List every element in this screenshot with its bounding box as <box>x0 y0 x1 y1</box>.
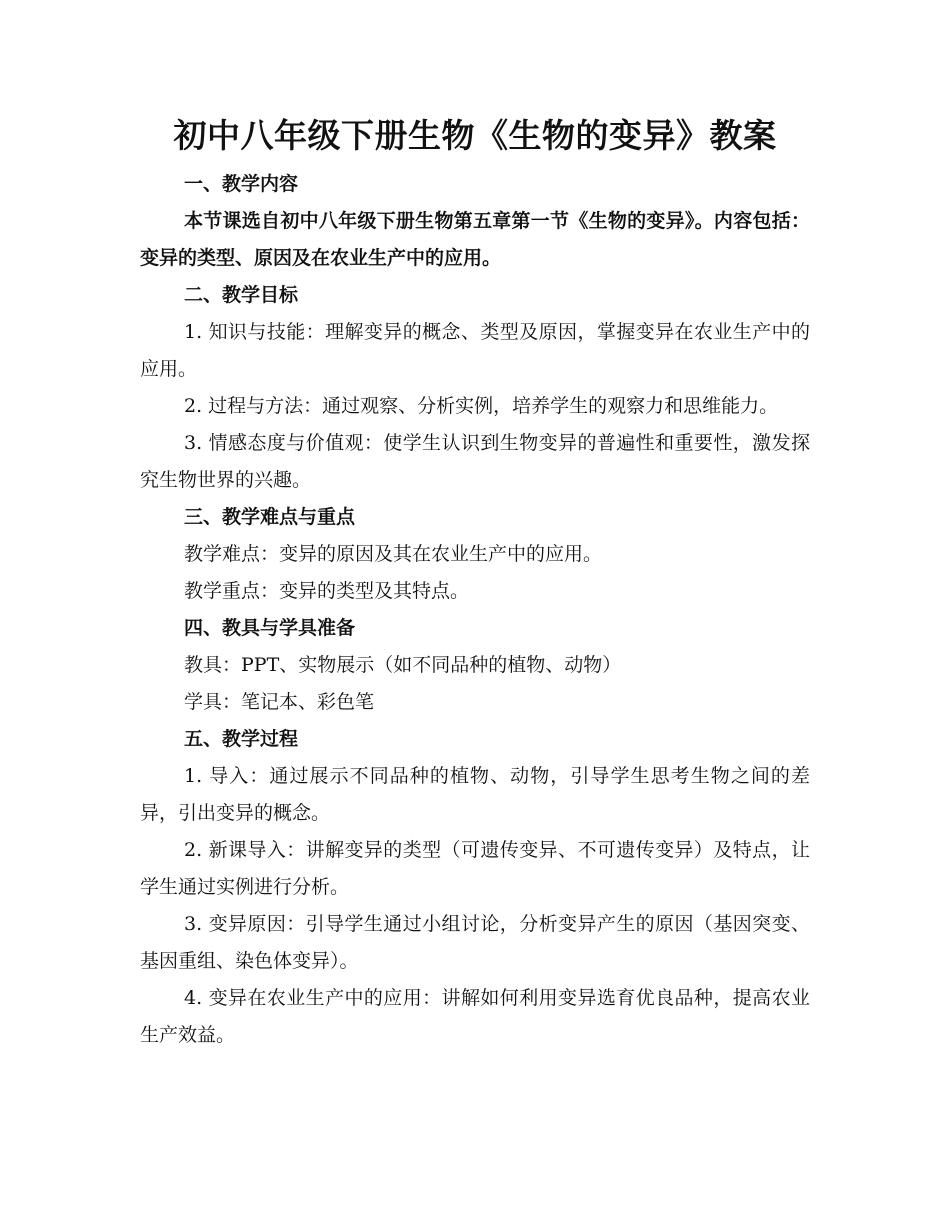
section-heading-content: 一、教学内容 <box>184 173 299 195</box>
student-tools-text: 学具：笔记本、彩色笔 <box>184 691 375 713</box>
key-point-text: 教学重点：变异的类型及其特点。 <box>184 580 470 602</box>
process-item: 1. 导入：通过展示不同品种的植物、动物，引导学生思考生物之间的差异，引出变异的概念。 <box>140 765 810 824</box>
objective-item: 3. 情感态度与价值观：使学生认识到生物变异的普遍性和重要性，激发探究生物世界的兴趣。 <box>140 432 810 491</box>
document-page <box>140 112 810 1054</box>
process-item: 2. 新课导入：讲解变异的类型（可遗传变异、不可遗传变异）及特点，让学生通过实例进行分析。 <box>140 839 810 898</box>
process-item: 3. 变异原因：引导学生通过小组讨论，分析变异产生的原因（基因突变、基因重组、染色体变异）。 <box>140 913 810 972</box>
process-item: 4. 变异在农业生产中的应用：讲解如何利用变异选育优良品种，提高农业生产效益。 <box>140 987 810 1046</box>
objective-item: 1. 知识与技能：理解变异的概念、类型及原因，掌握变异在农业生产中的应用。 <box>140 321 810 380</box>
section-heading-objectives: 二、教学目标 <box>184 284 299 306</box>
section-heading-process: 五、教学过程 <box>184 728 299 750</box>
document-title: 初中八年级下册生物《生物的变异》教案 <box>173 116 777 155</box>
teacher-tools-text: 教具：PPT、实物展示（如不同品种的植物、动物） <box>184 654 622 676</box>
objective-item: 2. 过程与方法：通过观察、分析实例，培养学生的观察力和思维能力。 <box>184 395 779 417</box>
difficulty-text: 教学难点：变异的原因及其在农业生产中的应用。 <box>184 543 603 565</box>
section-heading-tools: 四、教具与学具准备 <box>184 617 356 639</box>
section-heading-difficulty: 三、教学难点与重点 <box>184 506 356 528</box>
section-content-text: 本节课选自初中八年级下册生物第五章第一节《生物的变异》。内容包括：变异的类型、原因及在农业生产中的应用。 <box>140 210 810 269</box>
